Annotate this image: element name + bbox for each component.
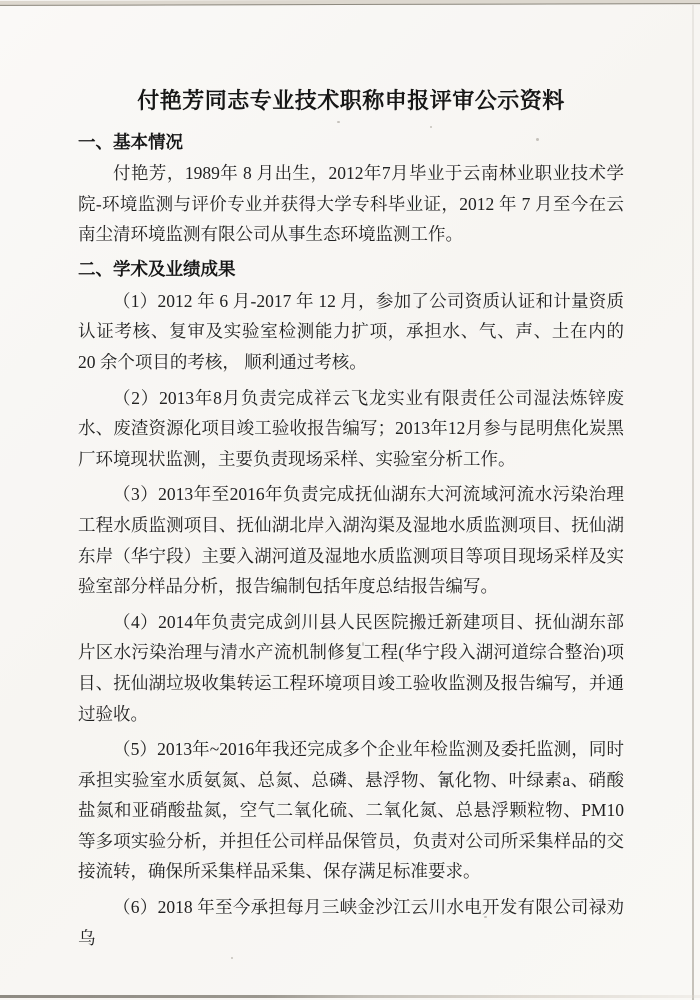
paragraph-basic-info: 付艳芳，1989年 8 月出生，2012年7月毕业于云南林业职业技术学院-环境监测与评价专业并获得大学专科毕业证，2012 年 7 月至今在云南尘清环境监测有限公司从事生态环境监测工作。 bbox=[78, 163, 624, 245]
paragraph-achievement-6: （6）2018 年至今承担每月三峡金沙江云川水电开发有限公司禄劝乌 bbox=[78, 897, 624, 948]
paragraph-achievement-1: （1）2012 年 6 月-2017 年 12 月，参加了公司资质认证和计量资质认证考核、复审及实验室检测能力扩项，承担水、气、声、土在内的 20 余个项目的考核， 顺利通过考核。 bbox=[78, 290, 624, 372]
scan-top-edge-artifact bbox=[0, 0, 700, 6]
paragraph-achievement-5: （5）2013年~2016年我还完成多个企业年检监测及委托监测，同时承担实验室水质氨氮、总氮、总磷、悬浮物、氰化物、叶绿素a、硝酸盐氮和亚硝酸盐氮，空气二氧化硫、二氧化氮、总悬浮颗粒物、PM10等多项实验分析，并担任公司样品保管员，负责对公司所采集样品的交接流转，确保所采集样品采集、保存满足标准要求。 bbox=[78, 739, 624, 882]
paragraph-achievement-2: （2）2013年8月负责完成祥云飞龙实业有限责任公司湿法炼锌废水、废渣资源化项目竣工验收报告编写；2013年12月参与昆明焦化炭黑厂环境现状监测，主要负责现场采样、实验室分析工作。 bbox=[78, 387, 624, 469]
scan-right-paper-edge bbox=[692, 5, 694, 1000]
document-title-text: 付艳芳同志专业技术职称申报评审公示资料 bbox=[137, 88, 565, 113]
document-body bbox=[78, 86, 624, 953]
section-heading-basic-info: 一、基本情况 bbox=[78, 132, 183, 152]
scan-speck bbox=[231, 957, 233, 959]
document-title bbox=[78, 86, 624, 116]
scan-bottom-edge-artifact bbox=[0, 995, 700, 998]
paragraph-achievement-3: （3）2013年至2016年负责完成抚仙湖东大河流域河流水污染治理工程水质监测项目、抚仙湖北岸入湖沟渠及湿地水质监测项目、抚仙湖东岸（华宁段）主要入湖河道及湿地水质监测项目等项目现场采样及实验室部分样品分析，报告编制包括年度总结报告编写。 bbox=[78, 484, 624, 597]
section-heading-achievements: 二、学术及业绩成果 bbox=[78, 258, 236, 279]
paragraph-achievement-4: （4）2014年负责完成剑川县人民医院搬迁新建项目、抚仙湖东部片区水污染治理与清水产流机制修复工程(华宁段入湖河道综合整治)项目、抚仙湖垃圾收集转运工程环境项目竣工验收监测及报告编写，并通过验收。 bbox=[78, 611, 624, 724]
